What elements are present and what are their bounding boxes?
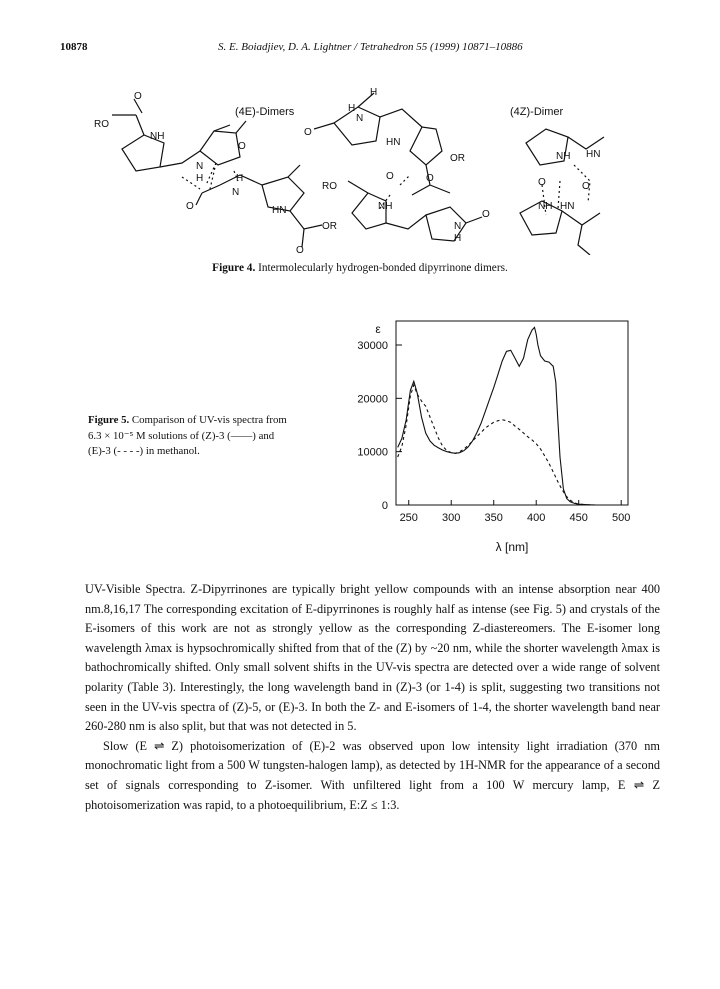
atom-o-mid-left: O xyxy=(238,141,246,152)
plot-frame xyxy=(396,321,628,505)
x-tick-label: 350 xyxy=(484,512,503,524)
x-tick-label: 400 xyxy=(527,512,546,524)
x-tick-label: 250 xyxy=(399,512,418,524)
y-tick-label: 0 xyxy=(381,500,388,512)
y-tick-label: 20000 xyxy=(357,393,388,406)
page-number: 10878 xyxy=(60,41,88,53)
paragraph-photoisomerization: Slow (E ⇌ Z) photoisomerization of (E)-2 was observed upon low intensity light irradiation (370 nm monochromatic light from a 500 W tungsten-halogen lamp), as detected by 1H-NMR for the appearance of a second set of signals corresponding to Z-isomer. With unfiltered light from a 100 W mercury lamp, E ⇌ Z photoisomerization was rapid, to a photoequilibrium, E:Z ≤ 1:3. xyxy=(85,738,660,812)
atom-n-mid: N xyxy=(356,113,364,124)
atom-nh-left: NH xyxy=(150,131,165,142)
atom-o-top-left: O xyxy=(134,91,142,102)
figure-5-caption-text: Comparison of UV-vis spectra from 6.3 × 10⁻⁵ M solutions of (Z)-3 (——) and (E)-3 (- - - -) in methanol. xyxy=(88,414,287,458)
atom-o-mid: O xyxy=(304,127,312,138)
label-4z-dimer: (4Z)-Dimer xyxy=(510,106,564,118)
atom-nh-mid: NH xyxy=(378,201,393,212)
atom-o-mid-2: O xyxy=(386,171,394,182)
atom-nh-right-2: NH xyxy=(538,201,553,212)
label-4e-dimers: (4E)-Dimers xyxy=(235,106,295,118)
figure-4-caption xyxy=(0,262,720,274)
atom-o-left-2: O xyxy=(186,201,194,212)
atom-h-mid: H xyxy=(348,103,356,114)
figure-4-caption-text: Intermolecularly hydrogen-bonded dipyrrinone dimers. xyxy=(258,262,508,274)
paragraph-uv-visible: UV-Visible Spectra. Z-Dipyrrinones are typically bright yellow compounds with an intense absorption near 400 nm.8,16,17 The corresponding excitation of E-dipyrrinones is roughly half as intense (see Fig. 5) and crystals of the E-isomers of this work are not as strongly yellow as the corresponding Z-diastereomers. The E-isomer long wavelength λmax is hypsochromically shifted from that of the (Z) by ~20 nm, while the shorter wavelength λmax is bathochromically shifted. Only small solvent shifts in the UV-vis spectra are detected over a wide range of solvent polarity (Table 3). Interestingly, the long wavelength band in (Z)-3 (or 1-4) is split, suggesting two transitions not seen in the UV-vis spectra of (Z)-5, or (E)-3. In both the Z- and E-isomers of 1-4, the shorter wavelength band near 260-280 nm is also split, but that was not detected in 5. xyxy=(85,582,660,734)
atom-n-mid-2: N xyxy=(454,221,462,232)
atom-ro-left: RO xyxy=(94,119,109,130)
y-tick-label: 10000 xyxy=(357,446,388,459)
running-citation: S. E. Boiadjiev, D. A. Lightner / Tetrahedron 55 (1999) 10871–10886 xyxy=(218,41,523,53)
atom-or-left: OR xyxy=(322,221,337,232)
atom-hn-left: HN xyxy=(272,205,287,216)
uv-vis-spectrum-chart xyxy=(340,316,660,556)
x-axis-label: λ [nm] xyxy=(495,540,529,554)
atom-h-left-1: H xyxy=(196,173,204,184)
atom-ro-mid: RO xyxy=(322,181,337,192)
atom-hn-right-2: HN xyxy=(560,201,575,212)
atom-nh-right: NH xyxy=(556,151,571,162)
atom-o-bottom-left: O xyxy=(296,245,304,255)
figure-4-dimer-structures xyxy=(90,85,610,255)
atom-n-left-2: N xyxy=(232,187,240,198)
x-tick-label: 300 xyxy=(442,512,461,524)
series-line-e-isomer xyxy=(398,385,596,505)
atom-o-right: O xyxy=(538,177,546,188)
figure-5-label: Figure 5. xyxy=(88,414,130,426)
atom-hn-right: HN xyxy=(586,149,601,160)
figure-5-caption xyxy=(88,413,288,460)
series-line-z-isomer xyxy=(398,327,596,505)
body-text xyxy=(85,580,660,815)
y-tick-label: 30000 xyxy=(357,340,388,352)
atom-n-left: N xyxy=(196,161,204,172)
atom-h-top-mid: H xyxy=(370,87,378,98)
atom-or-mid: OR xyxy=(450,153,465,164)
atom-h-left-2: H xyxy=(236,173,244,184)
atom-h-mid-2: H xyxy=(454,233,462,244)
atom-o-mid-4: O xyxy=(482,209,490,220)
y-axis-symbol: ε xyxy=(375,322,381,336)
figure-4-label: Figure 4. xyxy=(212,262,256,274)
atom-hn-mid: HN xyxy=(386,137,401,148)
x-tick-label: 450 xyxy=(569,512,588,524)
atom-o-mid-3: O xyxy=(426,173,434,184)
atom-o-right-2: O xyxy=(582,181,590,192)
x-tick-label: 500 xyxy=(612,512,631,524)
